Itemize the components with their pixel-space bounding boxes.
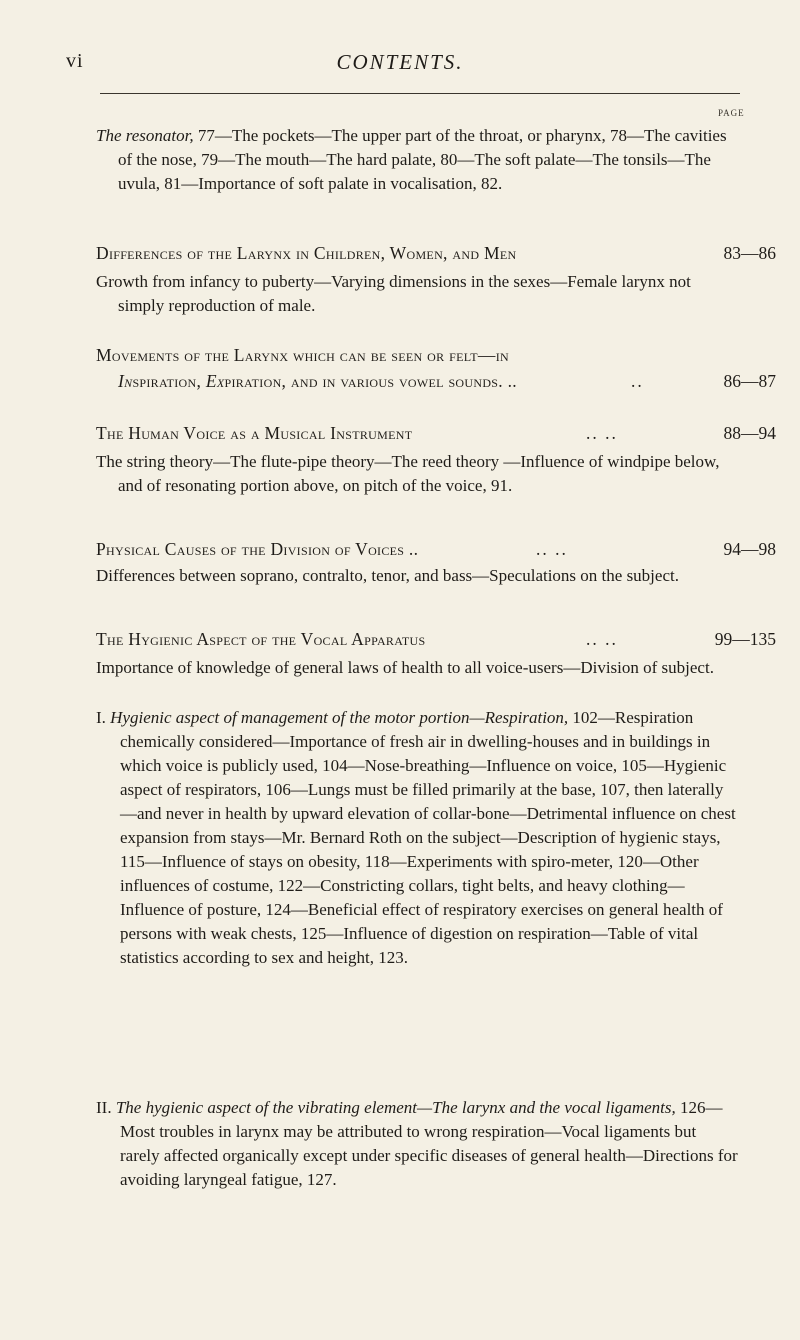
page-folio: vi bbox=[66, 50, 84, 72]
section-title: The Human Voice as a Musical Instrument bbox=[96, 423, 413, 443]
section-pages: 88—94 bbox=[723, 423, 776, 443]
entry-lead: The resonator, bbox=[96, 126, 194, 145]
section-title: Physical Causes of the Division of Voices .. bbox=[96, 539, 419, 559]
subsection-number: I. bbox=[96, 708, 106, 727]
page-column-label: PAGE bbox=[718, 108, 745, 118]
subsection-number: II. bbox=[96, 1098, 112, 1117]
section-heading-differences bbox=[96, 240, 776, 266]
subsection-lead: Hygienic aspect of management of the motor portion—Respiration, bbox=[110, 708, 569, 727]
section-pages: 86—87 bbox=[723, 371, 776, 391]
section-title: Differences of the Larynx in Children, Women, and Men bbox=[96, 243, 517, 263]
section-pages: 83—86 bbox=[723, 243, 776, 263]
leader-dots: .. .. bbox=[586, 629, 618, 649]
leader-dots: .. .. bbox=[586, 423, 618, 443]
leader-dots: .. .. bbox=[536, 539, 568, 559]
subsection-text: 126—Most troubles in larynx may be attributed to wrong respiration—Vocal ligaments but rarely affected organically except under specific diseases of general health—Directions for avoiding laryngeal fatigue, 127. bbox=[120, 1098, 738, 1189]
entry-resonator bbox=[96, 124, 738, 196]
section-heading-movements bbox=[96, 342, 776, 368]
section-pages: 94—98 bbox=[723, 539, 776, 559]
section-title: Movements of the Larynx which can be seen or felt—in bbox=[96, 345, 509, 365]
header-rule bbox=[100, 93, 740, 94]
subsection-part-one bbox=[96, 706, 738, 970]
section-heading-hygienic bbox=[96, 626, 776, 652]
section-title-continued: Inspiration, Expiration, and in various vowel sounds. .. bbox=[118, 371, 517, 391]
section-summary-hygienic: Importance of knowledge of general laws of health to all voice-users—Division of subject. bbox=[96, 658, 714, 677]
section-pages: 99—135 bbox=[714, 629, 776, 649]
section-heading-physical-causes bbox=[96, 536, 776, 562]
running-title: CONTENTS. bbox=[336, 50, 464, 74]
subsection-text: 102—Respiration chemically considered—Importance of fresh air in dwelling-houses and in buildings in which voice is publicly used, 104—Nose-breathing—Influence on voice, 105—Hygienic aspect of respirators, 106—Lungs must be filled primarily at the base, 107, then laterally—and never in health by upward elevation of collar-bone—Detrimental influence on chest expansion from stays—Mr. Bernard Roth on the subject—Description of hygienic stays, 115—Influence of stays on obesity, 118—Experiments with spiro-meter, 120—Other influences of costume, 122—Constricting collars, tight belts, and heavy clothing—Influence of posture, 124—Beneficial effect of respiratory exercises on general health of persons with weak chests, 125—Influence of digestion on respiration—Table of vital statistics according to sex and height, 123. bbox=[120, 708, 736, 967]
section-summary-human-voice: The string theory—The flute-pipe theory—The reed theory —Influence of windpipe below, and of resonating portion above, on pitch of the voice, 91. bbox=[96, 452, 720, 495]
section-title: The Hygienic Aspect of the Vocal Apparatus bbox=[96, 629, 426, 649]
section-summary-differences: Growth from infancy to puberty—Varying dimensions in the sexes—Female larynx not simply reproduction of male. bbox=[96, 272, 691, 315]
leader-dots: .. bbox=[631, 371, 644, 391]
section-heading-movements-continued bbox=[96, 368, 776, 394]
entry-text: 77—The pockets—The upper part of the throat, or pharynx, 78—The cavities of the nose, 79—The mouth—The hard palate, 80—The soft palate—The tonsils—The uvula, 81—Importance of soft palate in vocalisation, 82. bbox=[118, 126, 727, 193]
subsection-part-two bbox=[96, 1096, 738, 1192]
section-summary-physical-causes: Differences between soprano, contralto, tenor, and bass—Speculations on the subject. bbox=[96, 566, 679, 585]
section-heading-human-voice bbox=[96, 420, 776, 446]
subsection-lead: The hygienic aspect of the vibrating element—The larynx and the vocal ligaments, bbox=[115, 1098, 676, 1117]
